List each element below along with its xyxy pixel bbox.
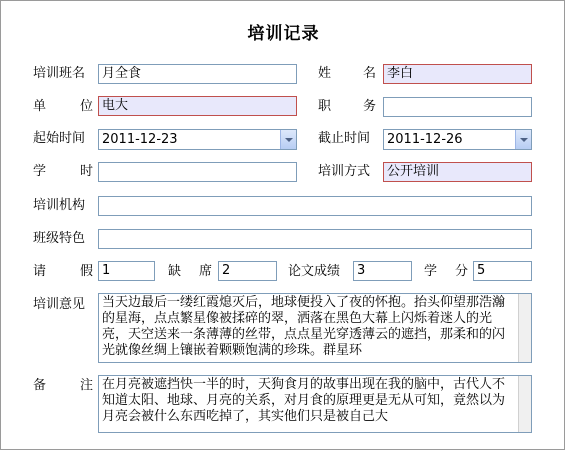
chevron-down-icon[interactable] bbox=[280, 130, 296, 149]
end-date-value: 2011-12-26 bbox=[387, 132, 463, 147]
method-field[interactable]: 公开培训 bbox=[383, 162, 532, 182]
end-time-label: 截止时间 bbox=[318, 131, 371, 146]
remarks-textarea[interactable] bbox=[98, 375, 532, 433]
opinion-textarea[interactable] bbox=[98, 293, 532, 363]
institution-label: 培训机构 bbox=[33, 198, 86, 213]
absence-field[interactable]: 2 bbox=[218, 261, 277, 281]
thesis-score-field[interactable]: 3 bbox=[353, 261, 412, 281]
hours-label: 学 时 bbox=[33, 164, 93, 179]
opinion-scrollbar[interactable] bbox=[518, 294, 531, 362]
remarks-label: 备 注 bbox=[33, 378, 93, 393]
opinion-text: 当天边最后一缕红霞熄灭后，地球便投入了夜的怀抱。抬头仰望那浩瀚的星海，点点繁星像被揉碎的翠，洒落在黑色大幕上闪烁着迷人的光亮，天空送来一条薄薄的丝带，点点星光穿透薄云的遮挡，那柔和的闪光就像丝绸上镶嵌着颗颗饱满的珍珠。群星环 bbox=[102, 295, 506, 358]
unit-field[interactable]: 电大 bbox=[98, 96, 297, 116]
leave-label: 请 假 bbox=[33, 264, 93, 279]
method-label: 培训方式 bbox=[318, 164, 371, 179]
start-date-value: 2011-12-23 bbox=[102, 132, 178, 147]
start-time-label: 起始时间 bbox=[33, 131, 86, 146]
class-name-label: 培训班名 bbox=[33, 66, 86, 81]
class-name-field[interactable]: 月全食 bbox=[98, 64, 297, 84]
class-features-label: 班级特色 bbox=[33, 231, 86, 246]
institution-field[interactable] bbox=[98, 196, 532, 216]
page-title: 培训记录 bbox=[247, 24, 320, 44]
remarks-text: 在月亮被遮挡快一半的时，天狗食月的故事出现在我的脑中，古代人不知道太阳、地球、月亮的关系，对月食的原理更是无从可知，竟然以为月亮会被什么东西吃掉了，其实他们只是被自己大 bbox=[102, 377, 506, 424]
name-label: 姓 名 bbox=[318, 66, 376, 81]
name-field[interactable]: 李白 bbox=[383, 64, 532, 84]
credits-field[interactable]: 5 bbox=[473, 261, 532, 281]
chevron-down-icon[interactable] bbox=[515, 130, 531, 149]
remarks-scrollbar[interactable] bbox=[518, 376, 531, 432]
opinion-label: 培训意见 bbox=[33, 297, 86, 312]
class-features-field[interactable] bbox=[98, 229, 532, 249]
end-date-picker[interactable] bbox=[383, 129, 532, 150]
start-date-picker[interactable] bbox=[98, 129, 297, 150]
position-label: 职 务 bbox=[318, 99, 376, 114]
unit-label: 单 位 bbox=[33, 99, 93, 114]
thesis-score-label: 论文成绩 bbox=[288, 264, 341, 279]
leave-field[interactable]: 1 bbox=[98, 261, 155, 281]
credits-label: 学 分 bbox=[424, 264, 468, 279]
position-field[interactable] bbox=[383, 97, 532, 117]
hours-field[interactable] bbox=[98, 162, 297, 182]
absence-label: 缺 席 bbox=[168, 264, 212, 279]
